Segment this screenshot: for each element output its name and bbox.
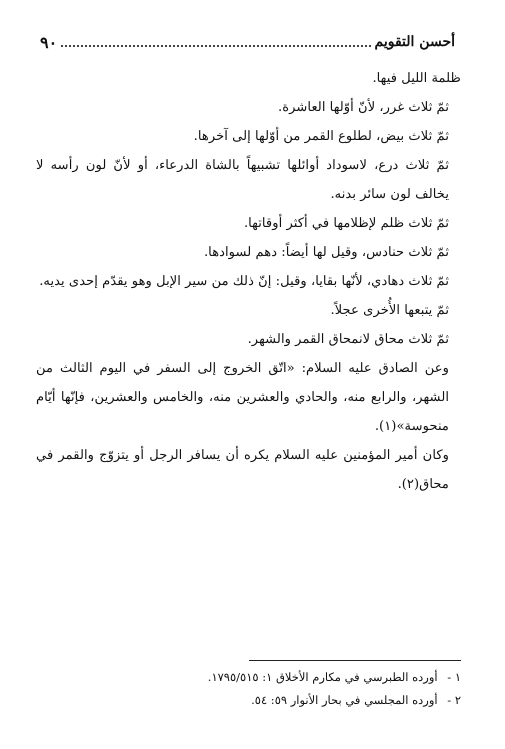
paragraph: ثمّ ثلاث ظلم لإظلامها في أكثر أوقاتها. bbox=[243, 216, 449, 231]
paragraph: ثمّ ثلاث درع، لاسوداد أوائلها تشبيهاً بالشاة الدرعاء، أو لأنّ لون رأسه لا يخالف لون سائر بدنه. bbox=[36, 158, 449, 202]
footnote bbox=[40, 668, 461, 686]
page-body bbox=[36, 64, 461, 499]
page-header bbox=[34, 30, 461, 54]
paragraph: وكان أمير المؤمنين عليه السلام يكره أن يسافر الرجل أو يتزوّج والقمر في محاق(٢). bbox=[36, 448, 449, 492]
page-number: ٩٠ bbox=[40, 32, 58, 52]
paragraph: ثمّ ثلاث بيض، لطلوع القمر من أوّلها إلى آخرها. bbox=[193, 129, 449, 144]
footnote-text: أورده الطبرسي في مكارم الأخلاق ١: ١٧٩٥/٥١٥. bbox=[207, 670, 438, 684]
paragraph: ظلمة الليل فيها. bbox=[372, 71, 461, 86]
footnote-text: أورده المجلسي في بحار الأنوار ٥٩: ٥٤. bbox=[251, 693, 438, 707]
footnote-number: ٢ - bbox=[447, 693, 461, 707]
paragraph: ثمّ ثلاث دهادي، لأنّها بقايا، وقيل: إنّ ذلك من سير الإبل وهو يقدّم إحدى يديه. bbox=[39, 274, 449, 289]
leader-dots bbox=[61, 37, 370, 47]
paragraph: وعن الصادق عليه السلام: «اتّق الخروج إلى السفر في اليوم الثالث من الشهر، والرابع منه، والحادي والعشرين منه، والخامس والعشرين، فإنّها أيّام منحوسة»(١). bbox=[36, 361, 449, 434]
paragraph: ثمّ ثلاث حنادس، وقيل لها أيضاً: دهم لسوادها. bbox=[203, 245, 449, 260]
paragraph: ثمّ ثلاث غرر، لأنّ أوّلها العاشرة. bbox=[278, 100, 449, 115]
footnote bbox=[40, 691, 461, 709]
footnote-separator bbox=[249, 660, 461, 661]
paragraph: ثمّ يتبعها الأُخرى عجلاً. bbox=[330, 303, 449, 318]
paragraph: ثمّ ثلاث محاق لانمحاق القمر والشهر. bbox=[247, 332, 449, 347]
footnote-number: ١ - bbox=[447, 670, 461, 684]
running-title: أحسن التقويم bbox=[374, 34, 455, 50]
